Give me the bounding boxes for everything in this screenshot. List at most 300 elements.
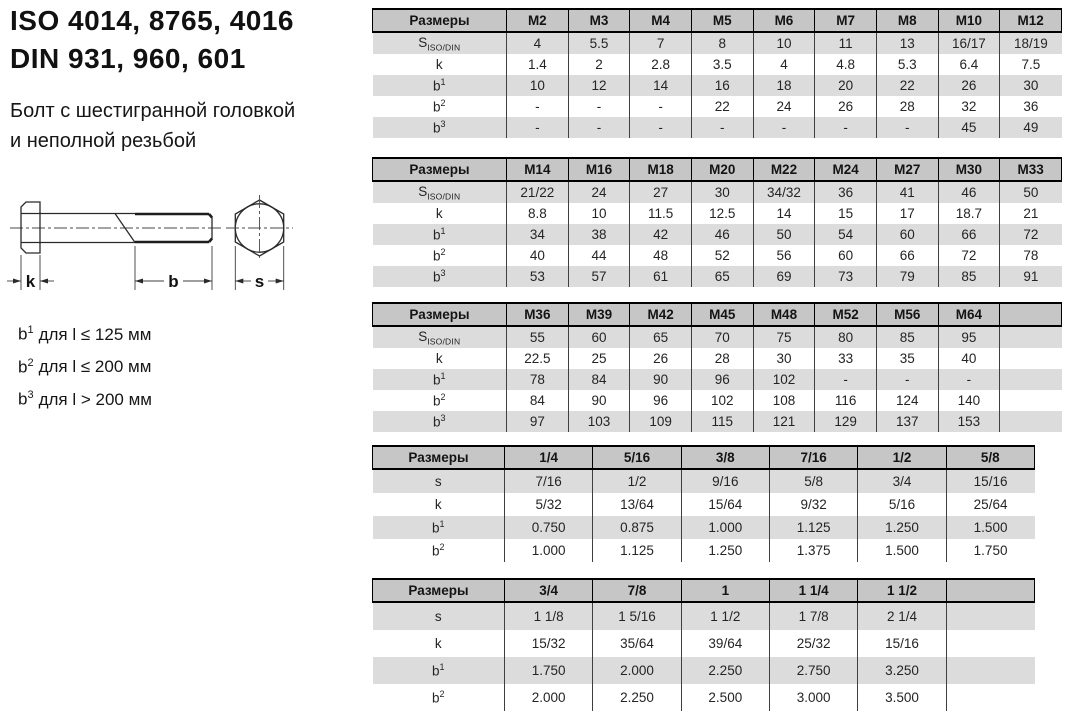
- bolt-technical-drawing: [2, 190, 312, 310]
- value-cell: 3.000: [769, 684, 857, 711]
- value-cell: 129: [815, 411, 877, 432]
- table-row: [373, 326, 1062, 348]
- value-cell: 53: [507, 266, 569, 287]
- value-cell: 21/22: [507, 181, 569, 203]
- iso-standards-title: ISO 4014, 8765, 4016: [10, 5, 294, 36]
- value-cell: 102: [691, 390, 753, 411]
- dimension-k: [7, 255, 54, 291]
- row-label: $b^2$: [373, 96, 507, 117]
- row-label: k: [373, 630, 505, 657]
- product-description-line2: и неполной резьбой: [10, 130, 197, 152]
- value-cell: 65: [630, 326, 692, 348]
- column-header: M16: [568, 158, 630, 181]
- table-row: [373, 224, 1062, 245]
- dim-label-s: s: [254, 272, 265, 291]
- row-label: $S_{ISO/DIN}$: [373, 181, 507, 203]
- value-cell: 32: [938, 96, 1000, 117]
- column-header: M4: [630, 9, 692, 32]
- value-cell: 16: [691, 75, 753, 96]
- row-label: $b^2$: [373, 390, 507, 411]
- dimensions-table: [372, 445, 1035, 562]
- value-cell: 109: [630, 411, 692, 432]
- value-cell: 26: [938, 75, 1000, 96]
- value-cell: 69: [753, 266, 815, 287]
- value-cell: 41: [876, 181, 938, 203]
- table-row: [373, 657, 1035, 684]
- value-cell: 9/16: [681, 469, 769, 493]
- value-cell: 2.250: [593, 684, 681, 711]
- column-header: M8: [876, 9, 938, 32]
- value-cell: 54: [815, 224, 877, 245]
- column-header-empty: [1000, 303, 1062, 326]
- row-label: k: [373, 493, 505, 516]
- value-cell: -: [815, 369, 877, 390]
- header-row: [373, 158, 1062, 181]
- value-cell: 5/16: [858, 493, 946, 516]
- value-cell: 46: [938, 181, 1000, 203]
- value-cell: 0.750: [505, 516, 593, 539]
- value-cell: 11.5: [630, 203, 692, 224]
- value-cell: 102: [753, 369, 815, 390]
- dim-label-b: b: [168, 272, 179, 291]
- value-cell: 1.500: [858, 539, 946, 562]
- value-cell: 61: [630, 266, 692, 287]
- value-cell: 4.8: [815, 54, 877, 75]
- table-row: [373, 75, 1062, 96]
- value-cell: 97: [507, 411, 569, 432]
- value-cell: 153: [938, 411, 1000, 432]
- column-header: M10: [938, 9, 1000, 32]
- column-header: M14: [507, 158, 569, 181]
- value-cell: 15/16: [858, 630, 946, 657]
- value-cell: 1.4: [507, 54, 569, 75]
- table-row: [373, 117, 1062, 138]
- value-cell: 12.5: [691, 203, 753, 224]
- value-cell: 30: [753, 348, 815, 369]
- value-cell: 34/32: [753, 181, 815, 203]
- value-cell: 55: [507, 326, 569, 348]
- value-cell: 95: [938, 326, 1000, 348]
- header-row: [373, 9, 1062, 32]
- table-row: [373, 493, 1035, 516]
- column-header: 5/8: [946, 446, 1034, 469]
- value-cell: [946, 602, 1034, 630]
- value-cell: 25: [568, 348, 630, 369]
- value-cell: 96: [630, 390, 692, 411]
- value-cell: 108: [753, 390, 815, 411]
- value-cell: 140: [938, 390, 1000, 411]
- value-cell: 116: [815, 390, 877, 411]
- value-cell: 1 7/8: [769, 602, 857, 630]
- value-cell: 1 5/16: [593, 602, 681, 630]
- dimension-b: [135, 246, 212, 291]
- dimensions-table: [372, 302, 1062, 432]
- table-inch-3-4-to-1-1-2: [372, 578, 1035, 711]
- title-block: [10, 2, 294, 78]
- value-cell: 34: [507, 224, 569, 245]
- value-cell: 90: [568, 390, 630, 411]
- value-cell: 38: [568, 224, 630, 245]
- table-row: [373, 266, 1062, 287]
- table-row: [373, 245, 1062, 266]
- dimensions-table: [372, 157, 1062, 287]
- row-label: $S_{ISO/DIN}$: [373, 326, 507, 348]
- product-description: [10, 96, 295, 156]
- value-cell: [946, 657, 1034, 684]
- value-cell: 60: [876, 224, 938, 245]
- value-cell: 121: [753, 411, 815, 432]
- value-cell: 14: [630, 75, 692, 96]
- value-cell: 90: [630, 369, 692, 390]
- bolt-head-end-view: [226, 195, 293, 261]
- value-cell: 49: [1000, 117, 1062, 138]
- value-cell: 17: [876, 203, 938, 224]
- value-cell: -: [507, 96, 569, 117]
- column-header: Размеры: [373, 579, 505, 602]
- row-label: k: [373, 54, 507, 75]
- value-cell: 30: [1000, 75, 1062, 96]
- value-cell: 80: [815, 326, 877, 348]
- column-header: 1: [681, 579, 769, 602]
- table-row: [373, 32, 1062, 54]
- value-cell: 2.250: [681, 657, 769, 684]
- value-cell: 1 1/8: [505, 602, 593, 630]
- value-cell: [1000, 369, 1062, 390]
- value-cell: 1 1/2: [681, 602, 769, 630]
- value-cell: 1.125: [593, 539, 681, 562]
- footnote-b2: $b^2$ для l ≤ 200 мм: [18, 356, 152, 377]
- value-cell: 1.000: [681, 516, 769, 539]
- value-cell: 7.5: [1000, 54, 1062, 75]
- footnote-b3: $b^3$ для l > 200 мм: [18, 389, 152, 409]
- column-header-empty: [946, 579, 1034, 602]
- column-header: M5: [691, 9, 753, 32]
- table-row: [373, 684, 1035, 711]
- value-cell: 78: [1000, 245, 1062, 266]
- value-cell: 10: [753, 32, 815, 54]
- value-cell: 15/32: [505, 630, 593, 657]
- column-header: M42: [630, 303, 692, 326]
- table-row: [373, 469, 1035, 493]
- footnote-b1: $b^1$ для l ≤ 125 мм: [18, 324, 152, 344]
- value-cell: 45: [938, 117, 1000, 138]
- value-cell: 42: [630, 224, 692, 245]
- value-cell: 60: [568, 326, 630, 348]
- value-cell: 2 1/4: [858, 602, 946, 630]
- value-cell: 30: [691, 181, 753, 203]
- value-cell: 85: [876, 326, 938, 348]
- value-cell: 5.3: [876, 54, 938, 75]
- column-header: M22: [753, 158, 815, 181]
- value-cell: 96: [691, 369, 753, 390]
- row-label: s: [373, 469, 505, 493]
- column-header: 1/2: [858, 446, 946, 469]
- row-label: $b^1$: [373, 224, 507, 245]
- value-cell: 18: [753, 75, 815, 96]
- value-cell: 1.125: [769, 516, 857, 539]
- value-cell: 18/19: [1000, 32, 1062, 54]
- value-cell: 12: [568, 75, 630, 96]
- row-label: $b^1$: [373, 657, 505, 684]
- value-cell: 15: [815, 203, 877, 224]
- row-label: $b^2$: [373, 539, 505, 562]
- value-cell: 79: [876, 266, 938, 287]
- dimensions-table: [372, 8, 1062, 138]
- value-cell: 36: [815, 181, 877, 203]
- header-row: [373, 446, 1035, 469]
- table-row: [373, 203, 1062, 224]
- value-cell: 25/32: [769, 630, 857, 657]
- value-cell: 48: [630, 245, 692, 266]
- column-header: Размеры: [373, 303, 507, 326]
- value-cell: 1/2: [593, 469, 681, 493]
- column-header: M2: [507, 9, 569, 32]
- value-cell: 24: [753, 96, 815, 117]
- value-cell: -: [630, 96, 692, 117]
- value-cell: 1.375: [769, 539, 857, 562]
- column-header: M48: [753, 303, 815, 326]
- value-cell: 3.500: [858, 684, 946, 711]
- value-cell: 18.7: [938, 203, 1000, 224]
- value-cell: 3.250: [858, 657, 946, 684]
- value-cell: 4: [507, 32, 569, 54]
- value-cell: 28: [876, 96, 938, 117]
- table-inch-quarter-to-5-8: [372, 445, 1035, 562]
- column-header: 1 1/4: [769, 579, 857, 602]
- column-header: 1 1/2: [858, 579, 946, 602]
- value-cell: 3.5: [691, 54, 753, 75]
- dimensions-table: [372, 578, 1035, 711]
- column-header: 5/16: [593, 446, 681, 469]
- value-cell: 2.000: [593, 657, 681, 684]
- value-cell: 124: [876, 390, 938, 411]
- row-label: $b^1$: [373, 75, 507, 96]
- column-header: M24: [815, 158, 877, 181]
- table-metric-m36-m64: [372, 302, 1062, 432]
- value-cell: 57: [568, 266, 630, 287]
- value-cell: 40: [507, 245, 569, 266]
- value-cell: 2.000: [505, 684, 593, 711]
- row-label: $b^2$: [373, 684, 505, 711]
- value-cell: 22: [876, 75, 938, 96]
- value-cell: 14: [753, 203, 815, 224]
- value-cell: 24: [568, 181, 630, 203]
- value-cell: 5/32: [505, 493, 593, 516]
- table-row: [373, 390, 1062, 411]
- value-cell: 7/16: [505, 469, 593, 493]
- value-cell: 4: [753, 54, 815, 75]
- value-cell: 46: [691, 224, 753, 245]
- table-row: [373, 630, 1035, 657]
- table-row: [373, 602, 1035, 630]
- value-cell: 60: [815, 245, 877, 266]
- row-label: $b^3$: [373, 411, 507, 432]
- value-cell: 5.5: [568, 32, 630, 54]
- column-header: M27: [876, 158, 938, 181]
- footnotes: [18, 316, 152, 414]
- product-description-line1: Болт с шестигранной головкой: [10, 100, 296, 122]
- row-label: k: [373, 203, 507, 224]
- value-cell: 2.500: [681, 684, 769, 711]
- table-row: [373, 54, 1062, 75]
- column-header: Размеры: [373, 158, 507, 181]
- value-cell: 115: [691, 411, 753, 432]
- header-row: [373, 303, 1062, 326]
- value-cell: 9/32: [769, 493, 857, 516]
- column-header: M33: [1000, 158, 1062, 181]
- value-cell: 1.250: [681, 539, 769, 562]
- column-header: M45: [691, 303, 753, 326]
- value-cell: -: [876, 117, 938, 138]
- column-header: 1/4: [505, 446, 593, 469]
- value-cell: [1000, 326, 1062, 348]
- value-cell: 35/64: [593, 630, 681, 657]
- value-cell: 103: [568, 411, 630, 432]
- value-cell: -: [630, 117, 692, 138]
- value-cell: 26: [815, 96, 877, 117]
- header-row: [373, 579, 1035, 602]
- value-cell: 50: [1000, 181, 1062, 203]
- value-cell: 22.5: [507, 348, 569, 369]
- value-cell: 26: [630, 348, 692, 369]
- value-cell: 65: [691, 266, 753, 287]
- value-cell: 25/64: [946, 493, 1034, 516]
- value-cell: 137: [876, 411, 938, 432]
- value-cell: 66: [938, 224, 1000, 245]
- value-cell: 22: [691, 96, 753, 117]
- value-cell: 2: [568, 54, 630, 75]
- value-cell: 0.875: [593, 516, 681, 539]
- value-cell: 75: [753, 326, 815, 348]
- value-cell: -: [691, 117, 753, 138]
- table-row: [373, 516, 1035, 539]
- value-cell: [1000, 390, 1062, 411]
- value-cell: 1.750: [505, 657, 593, 684]
- table-row: [373, 348, 1062, 369]
- table-row: [373, 411, 1062, 432]
- column-header: M56: [876, 303, 938, 326]
- value-cell: [1000, 348, 1062, 369]
- row-label: $b^3$: [373, 117, 507, 138]
- value-cell: 91: [1000, 266, 1062, 287]
- row-label: $b^3$: [373, 266, 507, 287]
- value-cell: 20: [815, 75, 877, 96]
- value-cell: 10: [507, 75, 569, 96]
- column-header: M39: [568, 303, 630, 326]
- value-cell: 10: [568, 203, 630, 224]
- value-cell: 66: [876, 245, 938, 266]
- value-cell: 15/64: [681, 493, 769, 516]
- table-metric-m14-m33: [372, 157, 1062, 287]
- value-cell: -: [753, 117, 815, 138]
- value-cell: 1.000: [505, 539, 593, 562]
- value-cell: 73: [815, 266, 877, 287]
- column-header: 3/8: [681, 446, 769, 469]
- row-label: k: [373, 348, 507, 369]
- bolt-head-side-view: [21, 202, 40, 253]
- dim-label-k: k: [25, 272, 36, 291]
- value-cell: 28: [691, 348, 753, 369]
- value-cell: 5/8: [769, 469, 857, 493]
- value-cell: 2.750: [769, 657, 857, 684]
- value-cell: -: [938, 369, 1000, 390]
- row-label: $S_{ISO/DIN}$: [373, 32, 507, 54]
- table-metric-m2-m12: [372, 8, 1062, 138]
- column-header: M6: [753, 9, 815, 32]
- din-standards-title: DIN 931, 960, 601: [10, 43, 246, 74]
- value-cell: 52: [691, 245, 753, 266]
- table-row: [373, 369, 1062, 390]
- value-cell: [1000, 411, 1062, 432]
- row-label: $b^1$: [373, 516, 505, 539]
- value-cell: [946, 630, 1034, 657]
- value-cell: 3/4: [858, 469, 946, 493]
- value-cell: 50: [753, 224, 815, 245]
- value-cell: 84: [507, 390, 569, 411]
- value-cell: 56: [753, 245, 815, 266]
- value-cell: 35: [876, 348, 938, 369]
- column-header: M36: [507, 303, 569, 326]
- value-cell: 39/64: [681, 630, 769, 657]
- table-row: [373, 96, 1062, 117]
- column-header: 3/4: [505, 579, 593, 602]
- column-header: M7: [815, 9, 877, 32]
- value-cell: 84: [568, 369, 630, 390]
- value-cell: 16/17: [938, 32, 1000, 54]
- value-cell: 1.750: [946, 539, 1034, 562]
- value-cell: -: [876, 369, 938, 390]
- column-header: M20: [691, 158, 753, 181]
- value-cell: 13/64: [593, 493, 681, 516]
- value-cell: 8: [691, 32, 753, 54]
- value-cell: 13: [876, 32, 938, 54]
- column-header: 7/16: [769, 446, 857, 469]
- value-cell: -: [815, 117, 877, 138]
- value-cell: -: [507, 117, 569, 138]
- column-header: 7/8: [593, 579, 681, 602]
- value-cell: [946, 684, 1034, 711]
- value-cell: 33: [815, 348, 877, 369]
- value-cell: 6.4: [938, 54, 1000, 75]
- value-cell: -: [568, 96, 630, 117]
- value-cell: 21: [1000, 203, 1062, 224]
- value-cell: 78: [507, 369, 569, 390]
- value-cell: 40: [938, 348, 1000, 369]
- column-header: M30: [938, 158, 1000, 181]
- column-header: M64: [938, 303, 1000, 326]
- value-cell: 8.8: [507, 203, 569, 224]
- value-cell: 27: [630, 181, 692, 203]
- row-label: $b^2$: [373, 245, 507, 266]
- value-cell: 36: [1000, 96, 1062, 117]
- value-cell: 85: [938, 266, 1000, 287]
- table-row: [373, 539, 1035, 562]
- row-label: $b^1$: [373, 369, 507, 390]
- value-cell: -: [568, 117, 630, 138]
- value-cell: 72: [938, 245, 1000, 266]
- column-header: M3: [568, 9, 630, 32]
- value-cell: 1.250: [858, 516, 946, 539]
- table-row: [373, 181, 1062, 203]
- row-label: s: [373, 602, 505, 630]
- column-header: M52: [815, 303, 877, 326]
- value-cell: 1.500: [946, 516, 1034, 539]
- value-cell: 15/16: [946, 469, 1034, 493]
- column-header: M18: [630, 158, 692, 181]
- value-cell: 72: [1000, 224, 1062, 245]
- value-cell: 70: [691, 326, 753, 348]
- value-cell: 2.8: [630, 54, 692, 75]
